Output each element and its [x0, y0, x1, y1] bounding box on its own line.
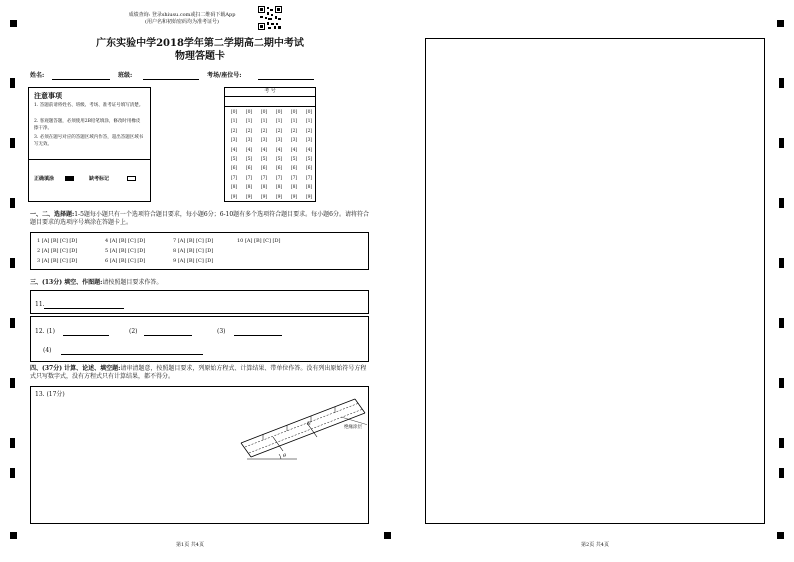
name-field[interactable] — [52, 79, 110, 80]
notice-item: 1. 答题前请将姓名、班级、考场、准考证号填写清楚。 — [34, 103, 144, 108]
notice-title: 注意事项 — [34, 91, 62, 100]
class-field[interactable] — [143, 79, 199, 80]
absent-mark-box[interactable] — [127, 176, 136, 181]
exam-digit-column[interactable]: [0] [1] [2] [3] [4] [5] [6] [7] [8] [9] — [290, 110, 298, 200]
section1-desc: 1-5题每小题只有一个选项符合题目要求，每小题6分；6-10题有多个选项符合题目要求。每小题6分。请将符合题目要求的选项序号填涂在答题卡上。 — [30, 211, 369, 226]
figure-label-b: B — [307, 421, 311, 427]
room-seat-field[interactable] — [258, 79, 314, 80]
timing-tick — [10, 78, 15, 88]
mc-item[interactable]: 4 [A] [B] [C] [D] — [105, 238, 146, 244]
exam-digit-column[interactable]: [0] [1] [2] [3] [4] [5] [6] [7] [8] [9] — [230, 110, 238, 200]
timing-tick — [10, 258, 15, 268]
timing-tick — [10, 198, 15, 208]
mc-item[interactable]: 7 [A] [B] [C] [D] — [173, 238, 214, 244]
figure-label-theta: θ — [283, 453, 287, 459]
mc-item[interactable]: 2 [A] [B] [C] [D] — [37, 248, 78, 254]
exam-title: 广东实验中学2018学年第二学期高二期中考试 — [96, 38, 304, 49]
q12-box — [30, 316, 369, 362]
section3-desc: 请按照题目要求作答。 — [102, 279, 163, 286]
timing-tick — [10, 138, 15, 148]
notice-box — [28, 87, 151, 202]
page-number-left: 第1页 共4页 — [176, 542, 204, 548]
exam-subtitle: 物理答题卡 — [175, 51, 225, 62]
exam-digit-column[interactable]: [0] [1] [2] [3] [4] [5] [6] [7] [8] [9] — [245, 110, 253, 200]
q13-label: 13. (17分) — [35, 391, 65, 398]
qr-code — [258, 6, 282, 30]
absent-mark-label: 缺考标记 — [89, 176, 110, 182]
class-label: 班级: — [118, 72, 133, 79]
q12-part2-label: (2) — [129, 328, 138, 335]
section1-title: 一、二、选择题: — [30, 211, 75, 218]
timing-tick — [10, 378, 15, 388]
notice-divider — [29, 159, 150, 160]
mc-item[interactable]: 5 [A] [B] [C] [D] — [105, 248, 146, 254]
registration-mark-bl — [10, 532, 17, 539]
score-query-text: 成绩查询: 登录shiusu.com或扫二维码下载App — [128, 12, 236, 18]
timing-tick — [10, 318, 15, 328]
q11-label: 11. — [35, 301, 45, 308]
page2-answer-box[interactable] — [425, 38, 765, 524]
timing-tick — [779, 78, 784, 88]
section3-heading — [30, 279, 370, 287]
q12-part4-label: (4) — [43, 347, 52, 354]
section4-heading — [30, 365, 370, 381]
exam-digit-column[interactable]: [0] [1] [2] [3] [4] [5] [6] [7] [8] [9] — [275, 110, 283, 200]
exam-number-header: 考 号 — [225, 88, 315, 97]
section4-desc: 请审清题意，按照题目要求，列原始方程式、计算结果、带单位作答。没有列出原始符号方程式只写数字式，没有方程式只有计算结果，都不得分。 — [30, 365, 367, 380]
mc-item[interactable]: 9 [A] [B] [C] [D] — [173, 258, 214, 264]
timing-tick — [779, 138, 784, 148]
mc-item[interactable]: 10 [A] [B] [C] [D] — [237, 238, 281, 244]
correct-fill-sample — [65, 176, 74, 181]
timing-tick — [779, 198, 784, 208]
login-hint-text: (用户名和初始密码均为准考证号) — [145, 19, 219, 25]
registration-mark-tr — [777, 20, 784, 27]
q12-part1-line[interactable] — [63, 335, 109, 336]
room-seat-label: 考场/座位号: — [207, 72, 242, 79]
section3-title: 三、(13分) 填空、作图题: — [30, 279, 103, 286]
exam-digit-column[interactable]: [0] [1] [2] [3] [4] [5] [6] [7] [8] [9] — [260, 110, 268, 200]
q13-answer-box[interactable] — [30, 386, 369, 524]
timing-tick — [779, 468, 784, 478]
correct-fill-label: 正确填涂 — [34, 176, 55, 182]
mc-item[interactable]: 3 [A] [B] [C] [D] — [37, 258, 78, 264]
timing-tick — [10, 438, 15, 448]
exam-digit-columns — [227, 108, 315, 200]
mc-item[interactable]: 1 [A] [B] [C] [D] — [37, 238, 78, 244]
notice-item: 3. 必须在题号对应的答题区域内作答，超出答题区域书写无效。 — [34, 135, 144, 147]
registration-mark-tl — [10, 20, 17, 27]
timing-tick — [10, 468, 15, 478]
name-label: 姓名: — [30, 72, 45, 79]
q11-answer-line[interactable] — [44, 308, 124, 309]
timing-tick — [779, 378, 784, 388]
section4-title: 四、(37分) 计算、论述、填空题: — [30, 365, 121, 372]
q12-part4-line[interactable] — [61, 354, 203, 355]
timing-tick — [779, 438, 784, 448]
mc-answer-box — [30, 232, 369, 270]
timing-tick — [779, 318, 784, 328]
mc-item[interactable]: 6 [A] [B] [C] [D] — [105, 258, 146, 264]
timing-tick — [779, 258, 784, 268]
mc-item[interactable]: 8 [A] [B] [C] [D] — [173, 248, 214, 254]
exam-digit-column[interactable]: [0] [1] [2] [3] [4] [5] [6] [7] [8] [9] — [305, 110, 313, 200]
q12-part2-line[interactable] — [144, 335, 192, 336]
q11-box — [30, 290, 369, 314]
registration-mark-br — [777, 532, 784, 539]
notice-item: 2. 客观题答题，必须使用2B铅笔填涂，修改时用橡皮擦干净。 — [34, 119, 141, 131]
page-number-right: 第2页 共4页 — [581, 542, 609, 548]
q12-part3-line[interactable] — [234, 335, 282, 336]
registration-mark-ml — [384, 532, 391, 539]
q12-label: 12. (1) — [35, 328, 55, 335]
exam-number-grid — [224, 87, 316, 202]
q12-part3-label: (3) — [217, 328, 226, 335]
section1-heading — [30, 211, 370, 227]
figure-label-coating: 绝缘涂层 — [344, 425, 362, 430]
